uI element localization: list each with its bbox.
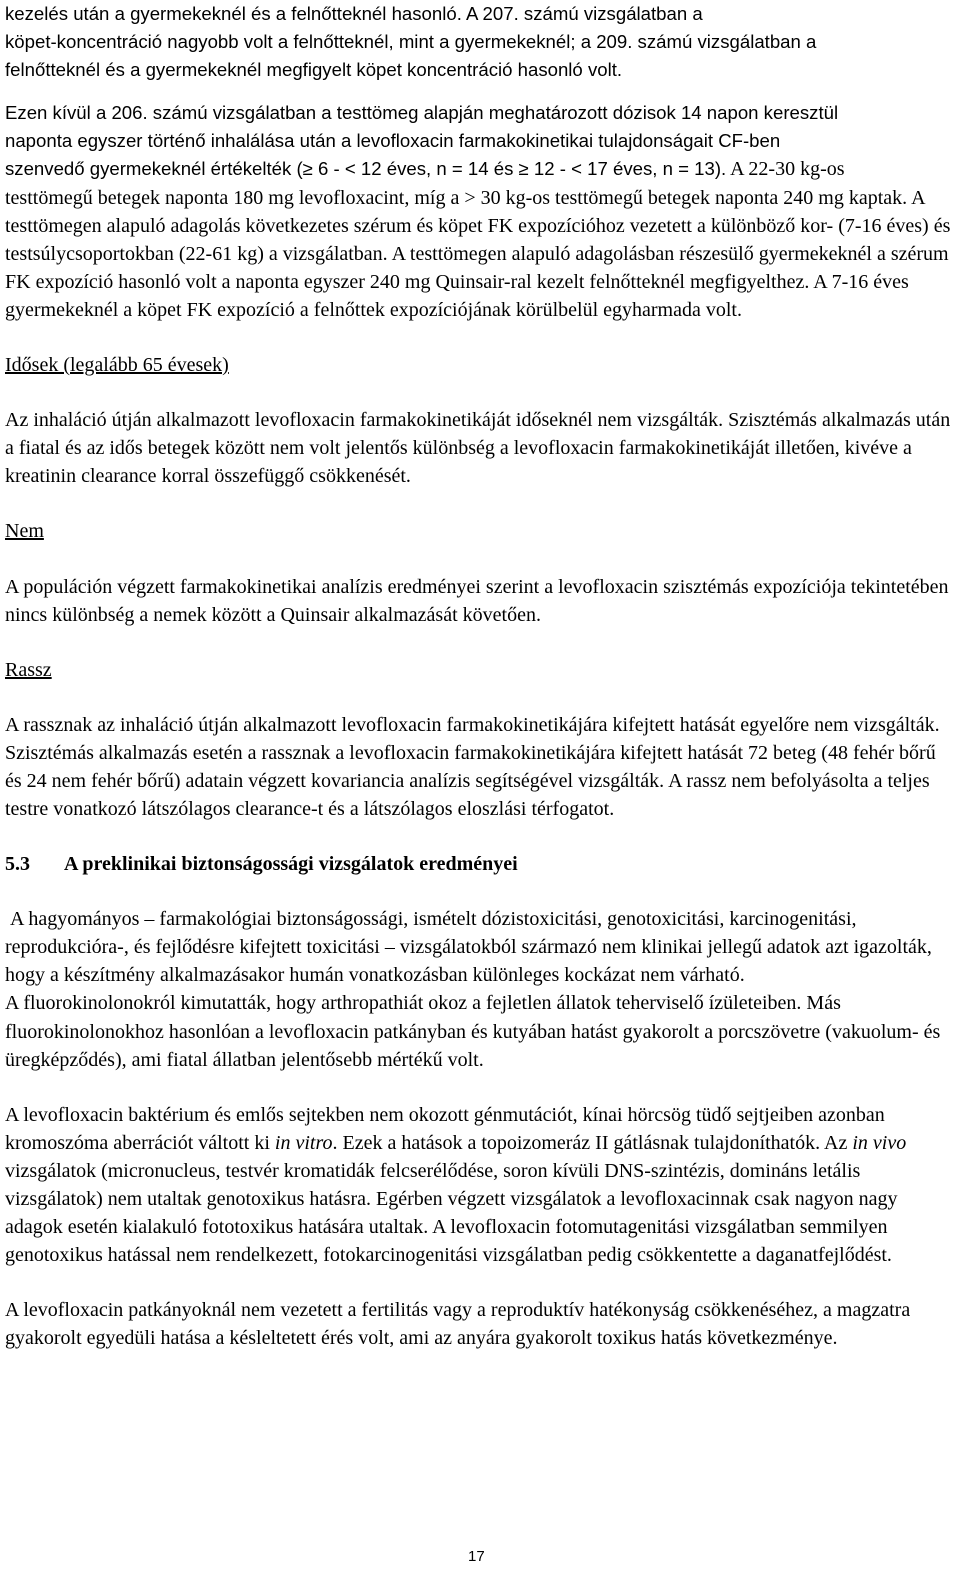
- italic-term: in vivo: [852, 1131, 907, 1154]
- text-run: vizsgálatok (micronucleus, testvér kromatidák felcserélődése, soron kívüli DNS-szintézis, domináns letális vizsgálatok) nem utaltak genotoxikus hatásra. Egérben végzett vizsgálatok a levofloxacinnak csak nagyon nagy adagok esetén kialakuló fototoxikus hatására utaltak. A levofloxacin fotomutagenitási vizsgálatban semmilyen genotoxikus hatással nem rendelkezett, fotokarcinogenitási vizsgálatban pedig csökkentette a daganatfejlődést.: [5, 1159, 898, 1267]
- page-number: 17: [468, 1548, 485, 1565]
- race-subheading: Rassz: [5, 658, 52, 681]
- study-206-paragraph: [5, 99, 953, 324]
- race-paragraph: A rassznak az inhaláció útján alkalmazott levofloxacin farmakokinetikájára kifejtett hatását egyelőre nem vizsgálták. Szisztémás alkalmazás esetén a rassznak a levofloxacin farmakokinetikájára kifejtett hatását 72 beteg (48 fehér bőrű és 24 nem fehér bőrű) adatain végzett kovariancia analízis segítségével vizsgálták. A rassz nem befolyásolta a teljes testre vonatkozó látszólagos clearance-t és a látszólagos eloszlási térfogatot.: [5, 713, 940, 821]
- section-title: A preklinikai biztonságossági vizsgálatok eredményei: [64, 853, 518, 876]
- text-run: . Ezek a hatások a topoizomeráz II gátlásnak tulajdoníthatók. Az: [332, 1131, 853, 1154]
- gender-paragraph: A populáción végzett farmakokinetikai analízis eredményei szerint a levofloxacin szisztémás expozíciója tekintetében nincs különbség a nemek között a Quinsair alkalmazását követően.: [5, 575, 949, 626]
- preclinical-paragraph-2: A fluorokinolonokról kimutatták, hogy arthropathiát okoz a fejletlen állatok teherviselő ízületeiben. Más fluorokinolonokhoz hasonlóan a levofloxacin patkányban és kutyában hatást gyakorolt a porcszövetre (vakuolum- és üregképződés), ami fiatal állatban jelentősebb mértékű volt.: [5, 992, 941, 1071]
- text-line: naponta egyszer történő inhalálása után a levofloxacin farmakokinetikai tulajdonságait CF-ben: [5, 130, 781, 152]
- text-line: szenvedő gyermekeknél értékelték (≥ 6 - < 12 éves, n = 14 és ≥ 12 - < 17 éves, n = 13).: [5, 158, 727, 180]
- text-line: Ezen kívül a 206. számú vizsgálatban a testtömeg alapján meghatározott dózisok 14 napon keresztül: [5, 102, 839, 124]
- gender-subheading: Nem: [5, 520, 44, 543]
- italic-term: in vitro: [274, 1131, 333, 1154]
- section-heading: [5, 850, 953, 878]
- text-line: felnőtteknél és a gyermekeknél megfigyelt köpet koncentráció hasonló volt.: [5, 59, 623, 81]
- preclinical-paragraph-4: A levofloxacin patkányoknál nem vezetett a fertilitás vagy a reproduktív hatékonyság csökkenéséhez, a magzatra gyakorolt egyedüli hatása a késleltetett érés volt, ami az anyára gyakorolt toxikus hatás következménye.: [5, 1299, 911, 1350]
- elderly-paragraph: Az inhaláció útján alkalmazott levofloxacin farmakokinetikáját időseknél nem vizsgálták. Szisztémás alkalmazás után a fiatal és az idős betegek között nem volt jelentős különbség a levofloxacin farmakokinetikáját illetően, kivéve a kreatinin clearance korral összefüggő csökkenését.: [5, 409, 951, 488]
- text-line: kezelés után a gyermekeknél és a felnőtteknél hasonló. A 207. számú vizsgálatban a: [5, 3, 703, 24]
- text-line: A 22-30 kg-os: [726, 158, 845, 181]
- text-line: köpet-koncentráció nagyobb volt a felnőtteknél, mint a gyermekeknél; a 209. számú vizsgálatban a: [5, 31, 817, 53]
- section-number: 5.3: [5, 853, 30, 876]
- text-run: A levofloxacin baktérium és emlős sejtekben nem okozott génmutációt, kínai hörcsög tüdő sejtjeiben azonban kromoszóma aberrációt váltott ki: [5, 1103, 885, 1154]
- preclinical-paragraph-1: A hagyományos – farmakológiai biztonságossági, ismételt dózistoxicitási, genotoxicitási, karcinogenitási, reprodukcióra-, és fejlődésre kifejtett toxicitási – vizsgálatokból származó nem klinikai jellegű adatok azt igazolták, hogy a készítmény alkalmazásakor humán vonatkozásban különleges kockázat nem várható.: [5, 908, 937, 987]
- elderly-subheading: Idősek (legalább 65 évesek): [5, 354, 229, 377]
- paragraph-text: testtömegű betegek naponta 180 mg levofloxacint, míg a > 30 kg-os testtömegű betegek naponta 240 mg kaptak. A testtömegen alapuló adagolás következetes szérum és köpet FK expozícióhoz vezetett a különböző kor- (7-16 éves) és testsúlycsoportokban (22-61 kg) a vizsgálatban. A testtömegen alapuló adagolásban részesülő gyermekeknél a szérum FK expozíció hasonló volt a naponta egyszer 240 mg Quinsair-ral kezelt felnőtteknél megfigyelthez. A 7-16 éves gyermekeknél a köpet FK expozíció a felnőttek expozíciójának körülbelül egyharmada volt.: [5, 186, 951, 321]
- top-paragraph: [5, 0, 953, 84]
- mixed-line: [5, 155, 953, 183]
- document-page: [5, 0, 953, 1352]
- preclinical-paragraph-3: [5, 1101, 953, 1270]
